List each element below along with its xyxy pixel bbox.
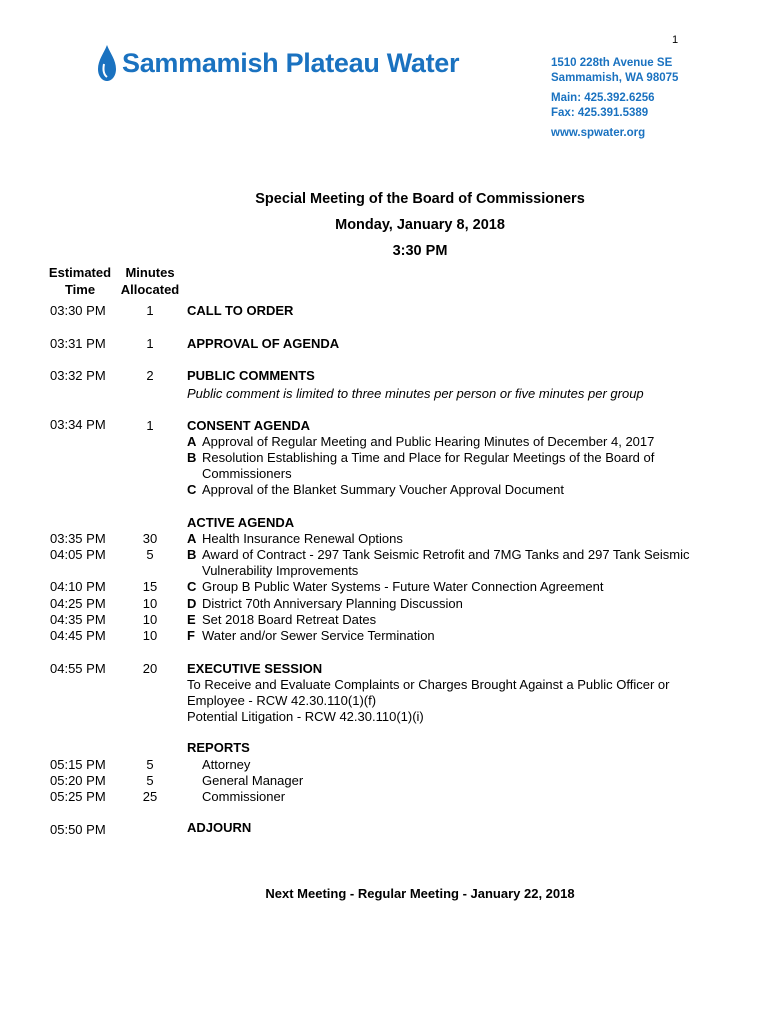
meeting-title: Special Meeting of the Board of Commissioners <box>255 191 585 207</box>
approval-time: 03:31 PM <box>50 336 106 351</box>
page-number: 1 <box>672 34 679 46</box>
report-general-manager: General Manager <box>202 773 304 788</box>
active-a-time: 03:35 PM <box>50 531 106 546</box>
active-b-minutes: 5 <box>146 547 154 562</box>
report-attorney-time: 05:15 PM <box>50 757 106 772</box>
street: 1510 228th Avenue SE <box>551 57 673 69</box>
estimated-time-header: Estimated Time <box>48 265 112 297</box>
reports-title: REPORTS <box>187 740 250 755</box>
water-drop-icon <box>96 44 118 82</box>
meeting-date: Monday, January 8, 2018 <box>335 217 505 233</box>
report-commissioner-minutes: 25 <box>142 789 158 804</box>
public-comments-note: Public comment is limited to three minutes per person or five minutes per group <box>187 386 644 401</box>
active-b-time: 04:05 PM <box>50 547 106 562</box>
adjourn-title: ADJOURN <box>187 820 252 835</box>
website: www.spwater.org <box>551 127 646 139</box>
fax: Fax: 425.391.5389 <box>551 106 649 119</box>
meeting-time: 3:30 PM <box>392 243 448 259</box>
executive-line-1: To Receive and Evaluate Complaints or Charges Brought Against a Public Officer or Employee - RCW 42.30.110(1)(f) <box>187 677 670 708</box>
logo <box>96 44 459 82</box>
adjourn-time: 05:50 PM <box>50 822 106 837</box>
active-a-minutes: 30 <box>142 531 158 546</box>
active-d-time: 04:25 PM <box>50 596 106 611</box>
consent-item-b: B Resolution Establishing a Time and Place for Regular Meetings of the Board of Commissioners <box>187 450 655 481</box>
approval-title: APPROVAL OF AGENDA <box>187 336 340 351</box>
active-item-a: A Health Insurance Renewal Options <box>187 531 403 546</box>
active-c-time: 04:10 PM <box>50 579 106 594</box>
call-to-order-minutes: 1 <box>146 303 154 318</box>
active-item-b: B Award of Contract - 297 Tank Seismic Retrofit and 7MG Tanks and 297 Tank Seismic Vulnerability Improvements <box>187 547 690 578</box>
address-block <box>551 56 678 141</box>
active-e-minutes: 10 <box>142 612 158 627</box>
active-e-time: 04:35 PM <box>50 612 106 627</box>
report-gm-minutes: 5 <box>146 773 154 788</box>
active-d-minutes: 10 <box>142 596 158 611</box>
executive-minutes: 20 <box>142 661 158 676</box>
active-item-e: E Set 2018 Board Retreat Dates <box>187 612 377 627</box>
consent-time: 03:34 PM <box>50 417 106 432</box>
consent-agenda <box>187 418 707 498</box>
report-gm-time: 05:20 PM <box>50 773 106 788</box>
consent-minutes: 1 <box>146 418 154 433</box>
active-f-minutes: 10 <box>142 628 158 643</box>
active-f-time: 04:45 PM <box>50 628 106 643</box>
report-attorney: Attorney <box>202 757 251 772</box>
active-item-f: F Water and/or Sewer Service Termination <box>187 628 435 643</box>
executive-time: 04:55 PM <box>50 661 106 676</box>
next-meeting: Next Meeting - Regular Meeting - January 22, 2018 <box>265 886 575 901</box>
public-comments-minutes: 2 <box>146 368 154 383</box>
executive-title: EXECUTIVE SESSION <box>187 661 323 676</box>
public-comments-time: 03:32 PM <box>50 368 106 383</box>
logo-text: Sammamish Plateau Water <box>122 47 460 78</box>
active-item-c: C Group B Public Water Systems - Future Water Connection Agreement <box>187 579 604 594</box>
active-item-d: D District 70th Anniversary Planning Discussion <box>187 596 463 611</box>
call-to-order-title: CALL TO ORDER <box>187 303 294 318</box>
minutes-allocated-header: Minutes Allocated <box>120 265 180 297</box>
executive-session <box>187 661 677 725</box>
call-to-order-time: 03:30 PM <box>50 303 106 318</box>
public-comments-title: PUBLIC COMMENTS <box>187 368 315 383</box>
consent-item-a: A Approval of Regular Meeting and Public Hearing Minutes of December 4, 2017 <box>187 434 655 449</box>
report-commissioner-time: 05:25 PM <box>50 789 106 804</box>
city: Sammamish, WA 98075 <box>551 71 679 84</box>
report-attorney-minutes: 5 <box>146 757 154 772</box>
active-c-minutes: 15 <box>142 579 158 594</box>
executive-line-2: Potential Litigation - RCW 42.30.110(1)(i) <box>187 709 424 724</box>
consent-item-c: C Approval of the Blanket Summary Voucher Approval Document <box>187 482 565 497</box>
approval-minutes: 1 <box>146 336 154 351</box>
consent-title: CONSENT AGENDA <box>187 418 311 433</box>
main-phone: Main: 425.392.6256 <box>551 92 655 104</box>
active-agenda-title: ACTIVE AGENDA <box>187 515 295 530</box>
report-commissioner: Commissioner <box>202 789 286 804</box>
